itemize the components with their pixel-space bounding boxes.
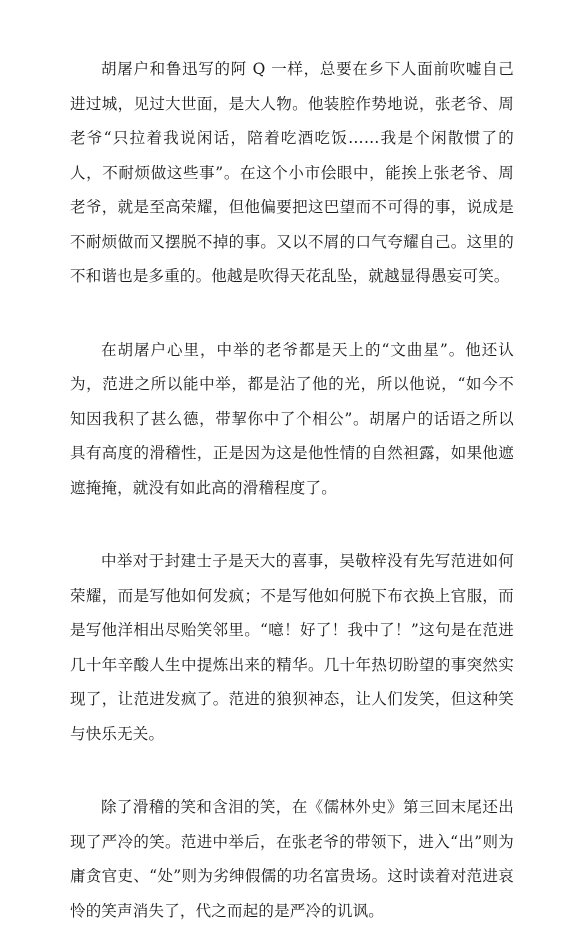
paragraph-2: 在胡屠户心里，中举的老爷都是天上的“文曲星”。他还认为，范进之所以能中举，都是沾了他的光，所以他说，“如今不知因我积了甚么德，带挈你中了个相公”。胡屠户的话语之所以具有高度的滑稽性，正是因为这是他性情的自然袒露，如果他遮遮掩掩，就没有如此高的滑稽程度了。 xyxy=(70,340,514,497)
paragraph-4: 除了滑稽的笑和含泪的笑，在《儒林外史》第三回末尾还出现了严冷的笑。范进中举后，在张老爷的带领下，进入“出”则为庸贪官吏、“处”则为劣绅假儒的功名富贵场。这时读着对范进哀怜的笑声消失了，代之而起的是严冷的讥讽。 xyxy=(70,798,514,920)
paragraph-3: 中举对于封建士子是天大的喜事，吴敬梓没有先写范进如何荣耀，而是写他如何发疯；不是写他如何脱下布衣换上官服，而是写他洋相出尽贻笑邻里。“噫！好了！我中了！”这句是在范进几十年辛酸人生中提炼出来的精华。几十年热切盼望的事突然实现了，让范进发疯了。范进的狼狈神态，让人们发笑，但这种笑与快乐无关。 xyxy=(70,552,514,743)
paragraph-1: 胡屠户和鲁迅写的阿 Q 一样，总要在乡下人面前吹嘘自己进过城，见过大世面，是大人物。他装腔作势地说，张老爷、周老爷“只拉着我说闲话，陪着吃酒吃饭……我是个闲散惯了的人，不耐烦做这些事”。在这个小市侩眼中，能挨上张老爷、周老爷，就是至高荣耀，但他偏要把这巴望而不可得的事，说成是不耐烦做而又摆脱不掉的事。又以不屑的口气夸耀自己。这里的不和谐也是多重的。他越是吹得天花乱坠，就越显得愚妄可笑。 xyxy=(70,60,514,285)
document-body xyxy=(70,52,514,928)
